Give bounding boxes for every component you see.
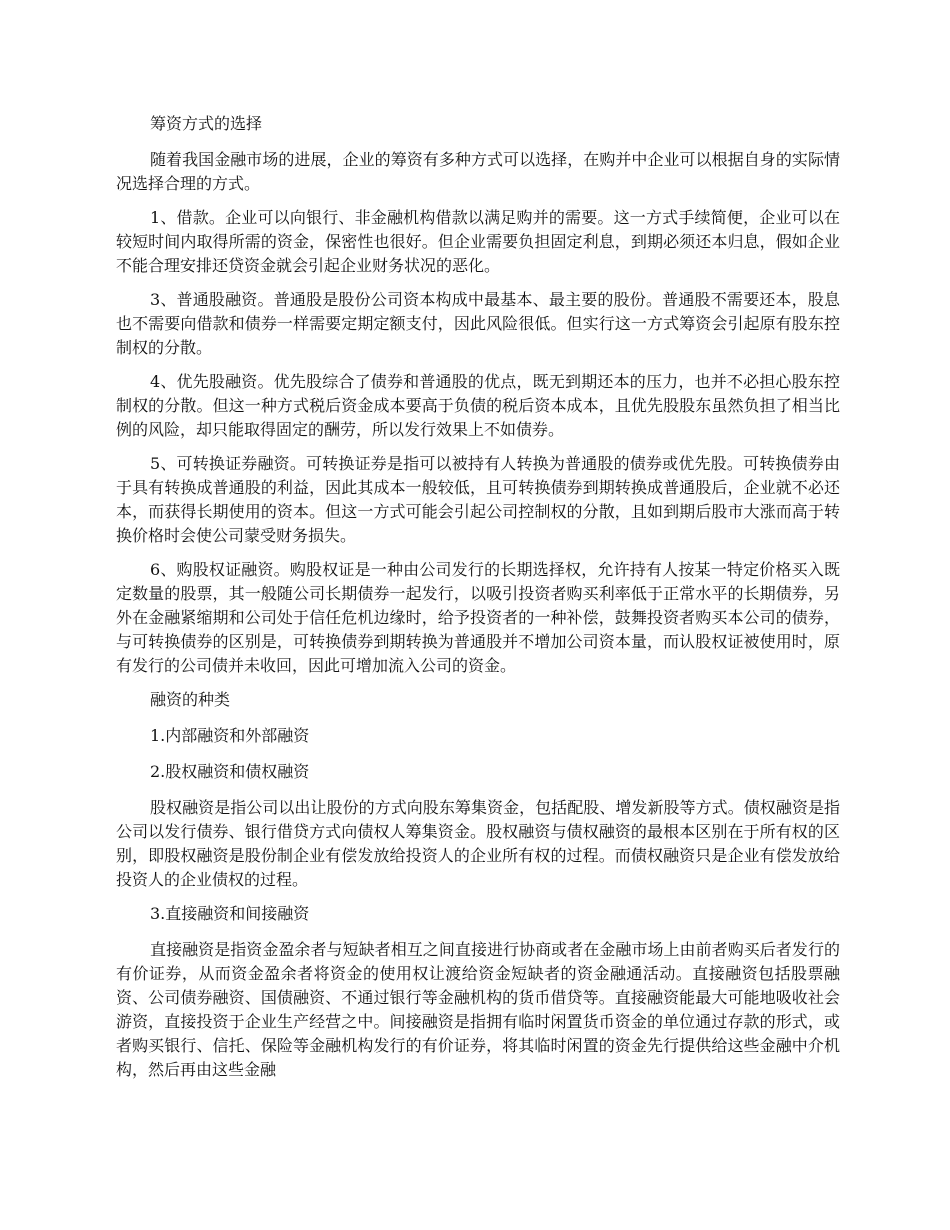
subheading-internal-external: 1.内部融资和外部融资	[150, 726, 310, 745]
paragraph-common-stock: 3、普通股融资。普通股是股份公司资本构成中最基本、最主要的股份。普通股不需要还本，股息也不需要向借款和债券一样需要定期定额支付，因此风险很低。但实行这一方式筹资会引起原有股东控制权的分散。	[116, 290, 840, 357]
paragraph-intro: 随着我国金融市场的进展，企业的筹资有多种方式可以选择，在购并中企业可以根据自身的实际情况选择合理的方式。	[116, 150, 840, 193]
paragraph-loan: 1、借款。企业可以向银行、非金融机构借款以满足购并的需要。这一方式手续简便，企业可以在较短时间内取得所需的资金，保密性也很好。但企业需要负担固定利息，到期必须还本归息，假如企业不能合理安排还贷资金就会引起企业财务状况的恶化。	[116, 208, 840, 275]
paragraph-direct-indirect: 直接融资是指资金盈余者与短缺者相互之间直接进行协商或者在金融市场上由前者购买后者发行的有价证券，从而资金盈余者将资金的使用权让渡给资金短缺者的资金融通活动。直接融资包括股票融资、公司债券融资、国债融资、不通过银行等金融机构的货币借贷等。直接融资能最大可能地吸收社会游资，直接投资于企业生产经营之中。间接融资是指拥有临时闲置货币资金的单位通过存款的形式，或者购买银行、信托、保险等金融机构发行的有价证券，将其临时闲置的资金先行提供给这些金融中介机构，然后再由这些金融	[116, 940, 840, 1079]
section-heading-financing-types: 融资的种类	[150, 690, 231, 709]
paragraph-convertible: 5、可转换证券融资。可转换证券是指可以被持有人转换为普通股的债券或优先股。可转换债券由于具有转换成普通股的利益，因此其成本一般较低，且可转换债券到期转换成普通股后，企业就不必还本，而获得长期使用的资本。但这一方式可能会引起公司控制权的分散，且如到期后股市大涨而高于转换价格时会使公司蒙受财务损失。	[116, 454, 840, 545]
paragraph-equity-debt: 股权融资是指公司以出让股份的方式向股东筹集资金，包括配股、增发新股等方式。债权融资是指公司以发行债券、银行借贷方式向债权人筹集资金。股权融资与债权融资的最根本区别在于所有权的区别，即股权融资是股份制企业有偿发放给投资人的企业所有权的过程。而债权融资只是企业有偿发放给投资人的企业债权的过程。	[116, 798, 840, 889]
paragraph-warrant: 6、购股权证融资。购股权证是一种由公司发行的长期选择权，允许持有人按某一特定价格买入既定数量的股票，其一般随公司长期债券一起发行，以吸引投资者购买利率低于正常水平的长期债券，另外在金融紧缩期和公司处于信任危机边缘时，给予投资者的一种补偿，鼓舞投资者购买本公司的债券，与可转换债券的区别是，可转换债券到期转换为普通股并不增加公司资本量，而认股权证被使用时，原有发行的公司债并未收回，因此可增加流入公司的资金。	[116, 560, 840, 675]
subheading-direct-indirect: 3.直接融资和间接融资	[150, 904, 310, 923]
subheading-equity-debt: 2.股权融资和债权融资	[150, 762, 310, 781]
section-heading-financing-choice: 筹资方式的选择	[150, 114, 263, 133]
paragraph-preferred-stock: 4、优先股融资。优先股综合了债券和普通股的优点，既无到期还本的压力，也并不必担心股东控制权的分散。但这一种方式税后资金成本要高于负债的税后资本成本，且优先股股东虽然负担了相当比例的风险，却只能取得固定的酬劳，所以发行效果上不如债券。	[116, 372, 840, 439]
